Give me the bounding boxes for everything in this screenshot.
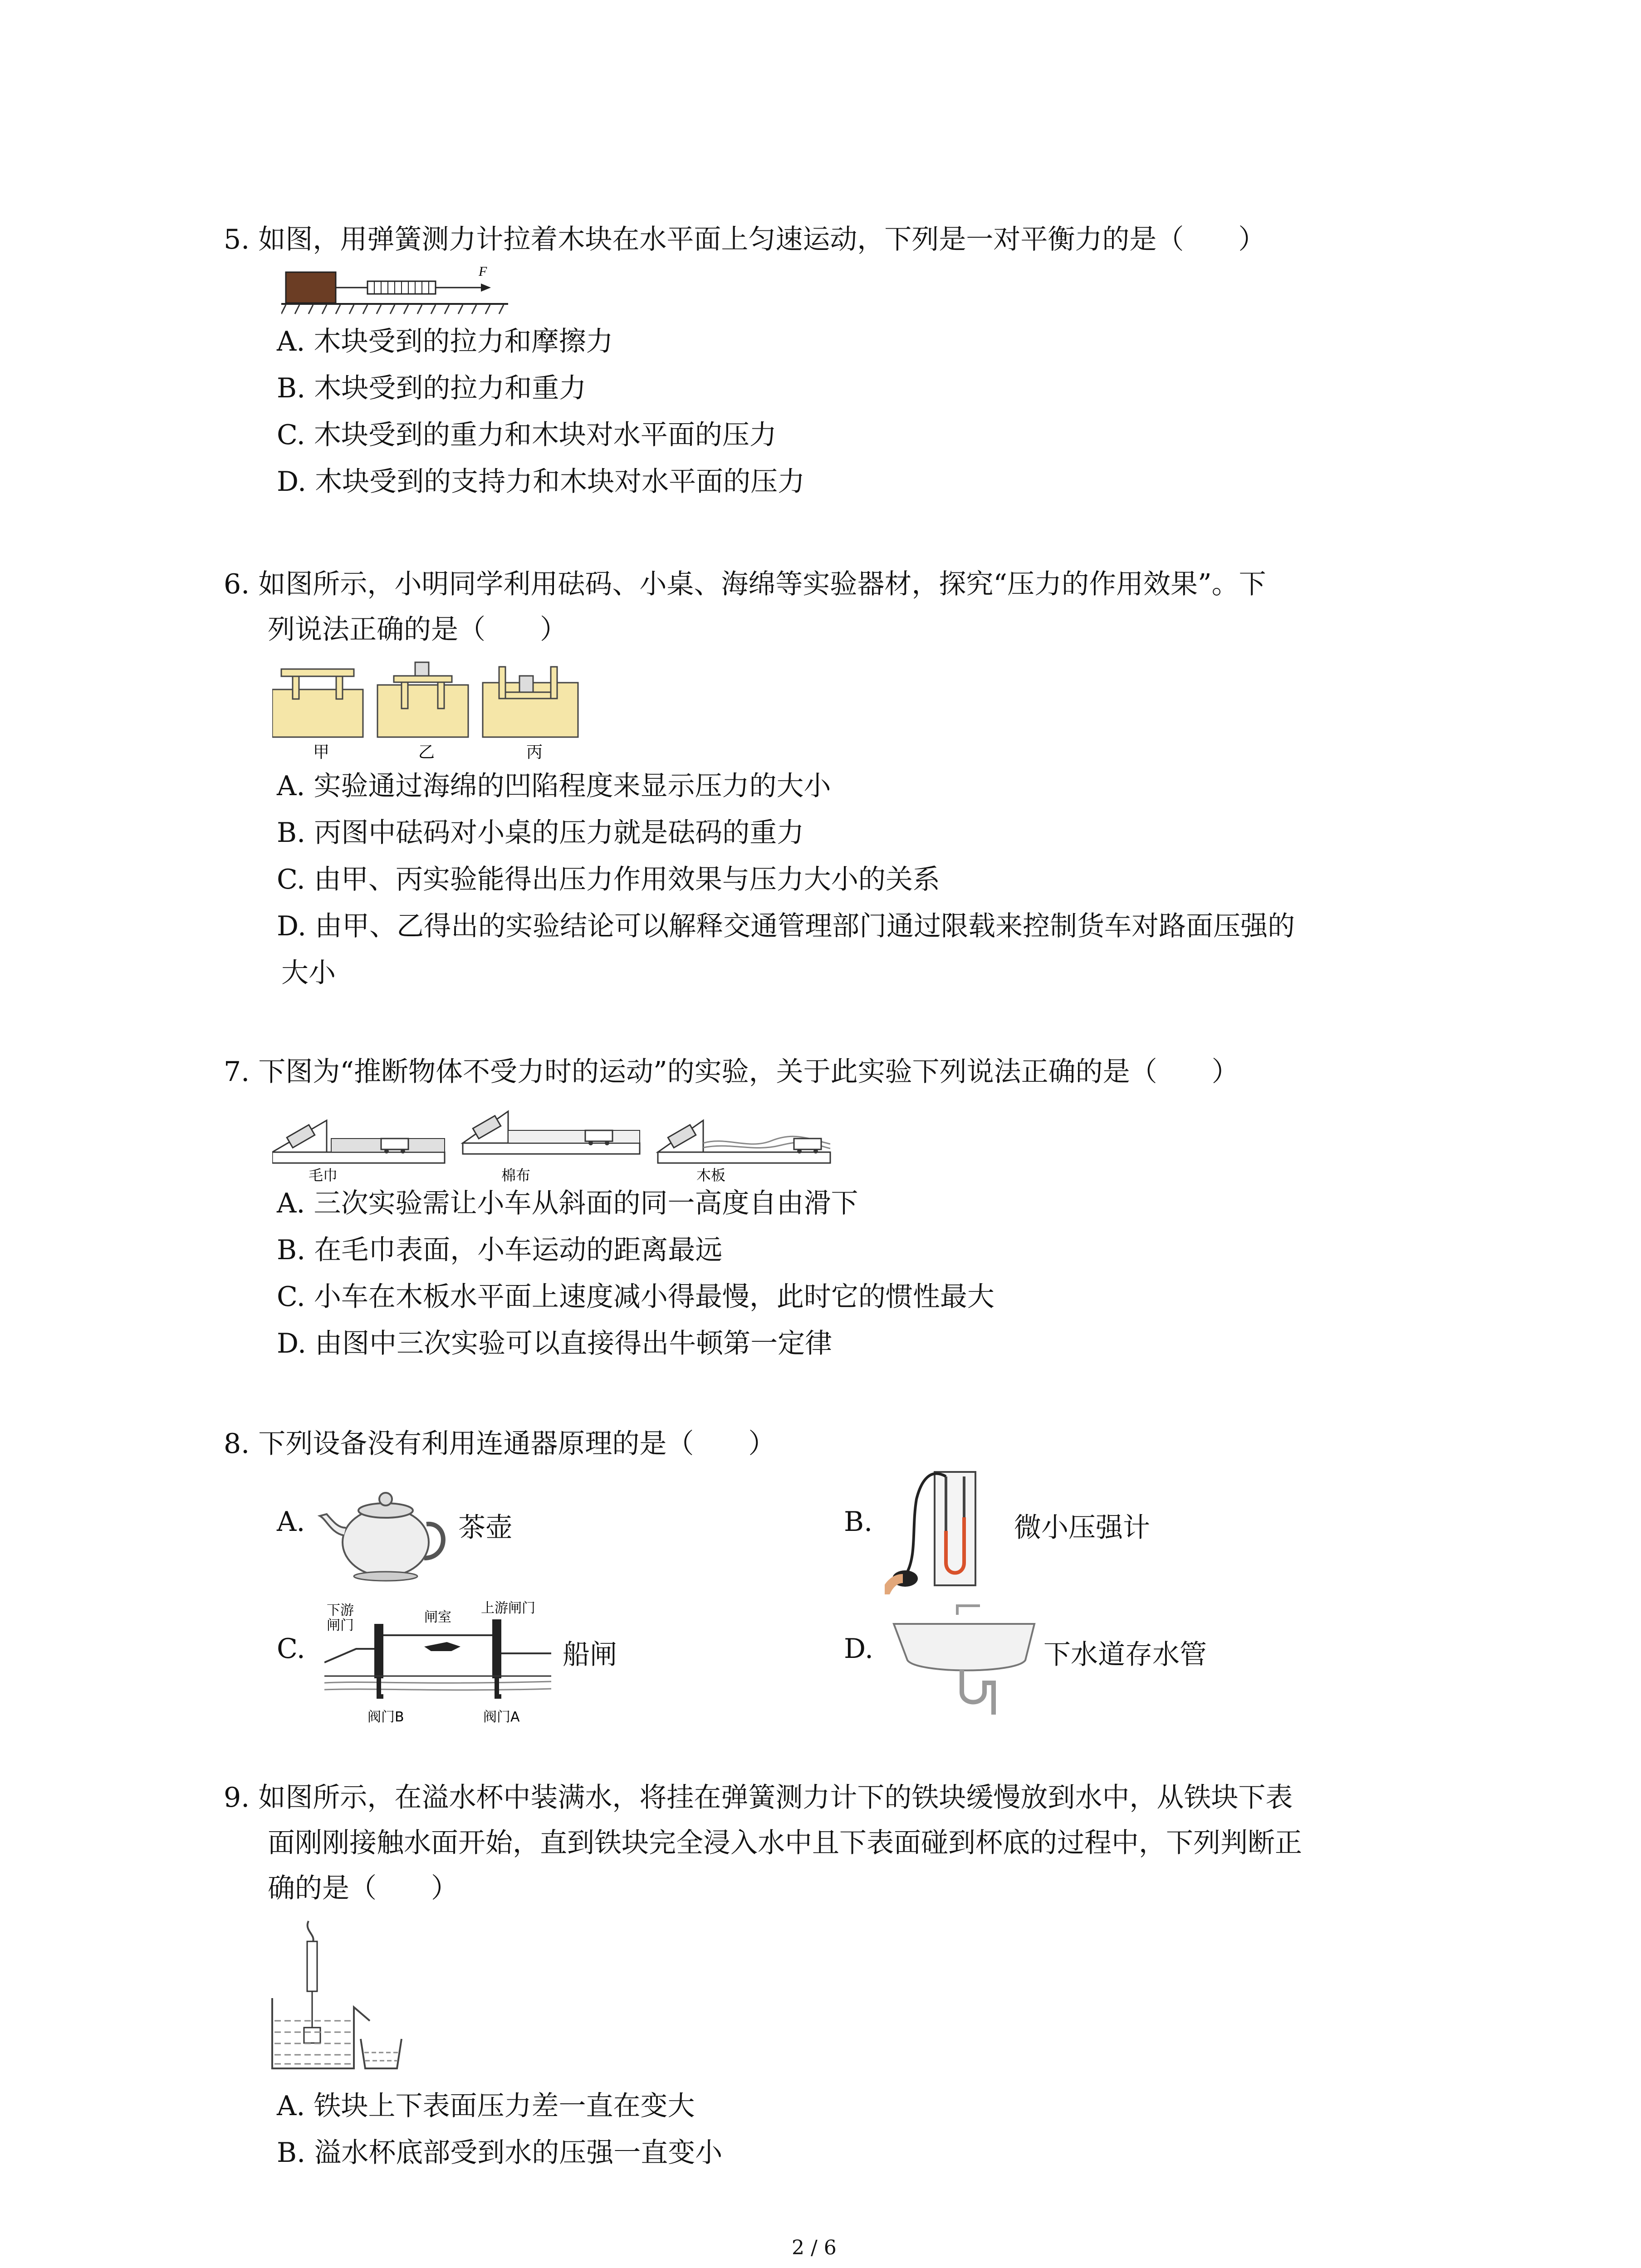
q5-stem: 5. 如图，用弹簧测力计拉着木块在水平面上匀速运动，下列是一对平衡力的是（ ） <box>224 224 1266 255</box>
q6-stem-line2: 列说法正确的是（ ） <box>268 614 567 645</box>
q6-option-d-continued: 大小 <box>281 957 336 989</box>
q8-option-b-text[interactable]: 微小压强计 <box>1014 1512 1150 1544</box>
q5-force-label: F <box>479 264 487 279</box>
q5-option-a[interactable]: A. 木块受到的拉力和摩擦力 <box>277 326 613 357</box>
q9-overflow-cup-figure <box>270 1916 411 2075</box>
q9-stem-line3: 确的是（ ） <box>268 1872 458 1904</box>
q6-label-yi: 乙 <box>418 743 435 762</box>
q8-option-d-text[interactable]: 下水道存水管 <box>1043 1639 1207 1671</box>
q9-stem-line1: 9. 如图所示，在溢水杯中装满水，将挂在弹簧测力计下的铁块缓慢放到水中，从铁块下表 <box>224 1782 1293 1813</box>
lock-label-upstream-gate: 上游闸门 <box>481 1600 535 1616</box>
teapot-icon <box>318 1474 454 1583</box>
q7-label-towel: 毛巾 <box>309 1167 338 1184</box>
q7-figure <box>272 1093 835 1184</box>
q6-option-d[interactable]: D. 由甲、乙得出的实验结论可以解释交通管理部门通过限载来控制货车对路面压强的 <box>277 910 1295 942</box>
q7-option-a[interactable]: A. 三次实验需让小车从斜面的同一高度自由滑下 <box>277 1188 858 1219</box>
q8-option-c-letter[interactable]: C. <box>277 1633 305 1665</box>
q8-stem: 8. 下列设备没有利用连通器原理的是（ ） <box>224 1428 776 1460</box>
q8-option-b-letter[interactable]: B. <box>844 1506 873 1538</box>
page-number: 2 / 6 <box>792 2236 837 2259</box>
q8-option-c-text[interactable]: 船闸 <box>563 1639 617 1671</box>
lock-label-valve-b: 阀门B <box>367 1709 404 1725</box>
q6-figure <box>272 658 590 762</box>
manometer-icon <box>885 1463 1012 1594</box>
q9-stem-line2: 面刚刚接触水面开始，直到铁块完全浸入水中且下表面碰到杯底的过程中，下列判断正 <box>268 1827 1302 1859</box>
lock-label-downstream-gate: 下游闸门 <box>327 1603 354 1633</box>
lock-label-chamber: 闸室 <box>424 1609 451 1625</box>
q6-stem-line1: 6. 如图所示，小明同学利用砝码、小桌、海绵等实验器材，探究“压力的作用效果”。下 <box>224 568 1266 600</box>
q6-option-c[interactable]: C. 由甲、丙实验能得出压力作用效果与压力大小的关系 <box>277 864 940 895</box>
q6-label-jia: 甲 <box>313 743 330 762</box>
q5-option-d[interactable]: D. 木块受到的支持力和木块对水平面的压力 <box>277 466 805 498</box>
q7-label-wood: 木板 <box>696 1167 726 1184</box>
ship-lock-figure <box>324 1599 556 1728</box>
q9-option-b[interactable]: B. 溢水杯底部受到水的压强一直变小 <box>277 2137 723 2169</box>
q5-option-b[interactable]: B. 木块受到的拉力和重力 <box>277 372 587 404</box>
lock-label-valve-a: 阀门A <box>483 1709 520 1725</box>
q5-figure <box>281 259 517 315</box>
q8-option-a-text[interactable]: 茶壶 <box>458 1512 513 1544</box>
q8-option-a-letter[interactable]: A. <box>277 1506 305 1538</box>
q7-label-cotton: 棉布 <box>501 1167 531 1184</box>
q8-option-d-letter[interactable]: D. <box>844 1633 874 1665</box>
q7-option-c[interactable]: C. 小车在木板水平面上速度减小得最慢，此时它的惯性最大 <box>277 1281 994 1313</box>
sink-trap-icon <box>889 1601 1039 1719</box>
q6-option-b[interactable]: B. 丙图中砝码对小桌的压力就是砝码的重力 <box>277 817 804 849</box>
q7-option-b[interactable]: B. 在毛巾表面，小车运动的距离最远 <box>277 1234 723 1266</box>
q6-label-bing: 丙 <box>526 743 543 762</box>
q6-option-a[interactable]: A. 实验通过海绵的凹陷程度来显示压力的大小 <box>277 770 831 802</box>
q9-option-a[interactable]: A. 铁块上下表面压力差一直在变大 <box>277 2090 695 2122</box>
q5-option-c[interactable]: C. 木块受到的重力和木块对水平面的压力 <box>277 419 777 451</box>
q7-stem: 7. 下图为“推断物体不受力时的运动”的实验，关于此实验下列说法正确的是（ ） <box>224 1056 1239 1088</box>
q7-option-d[interactable]: D. 由图中三次实验可以直接得出牛顿第一定律 <box>277 1328 833 1359</box>
